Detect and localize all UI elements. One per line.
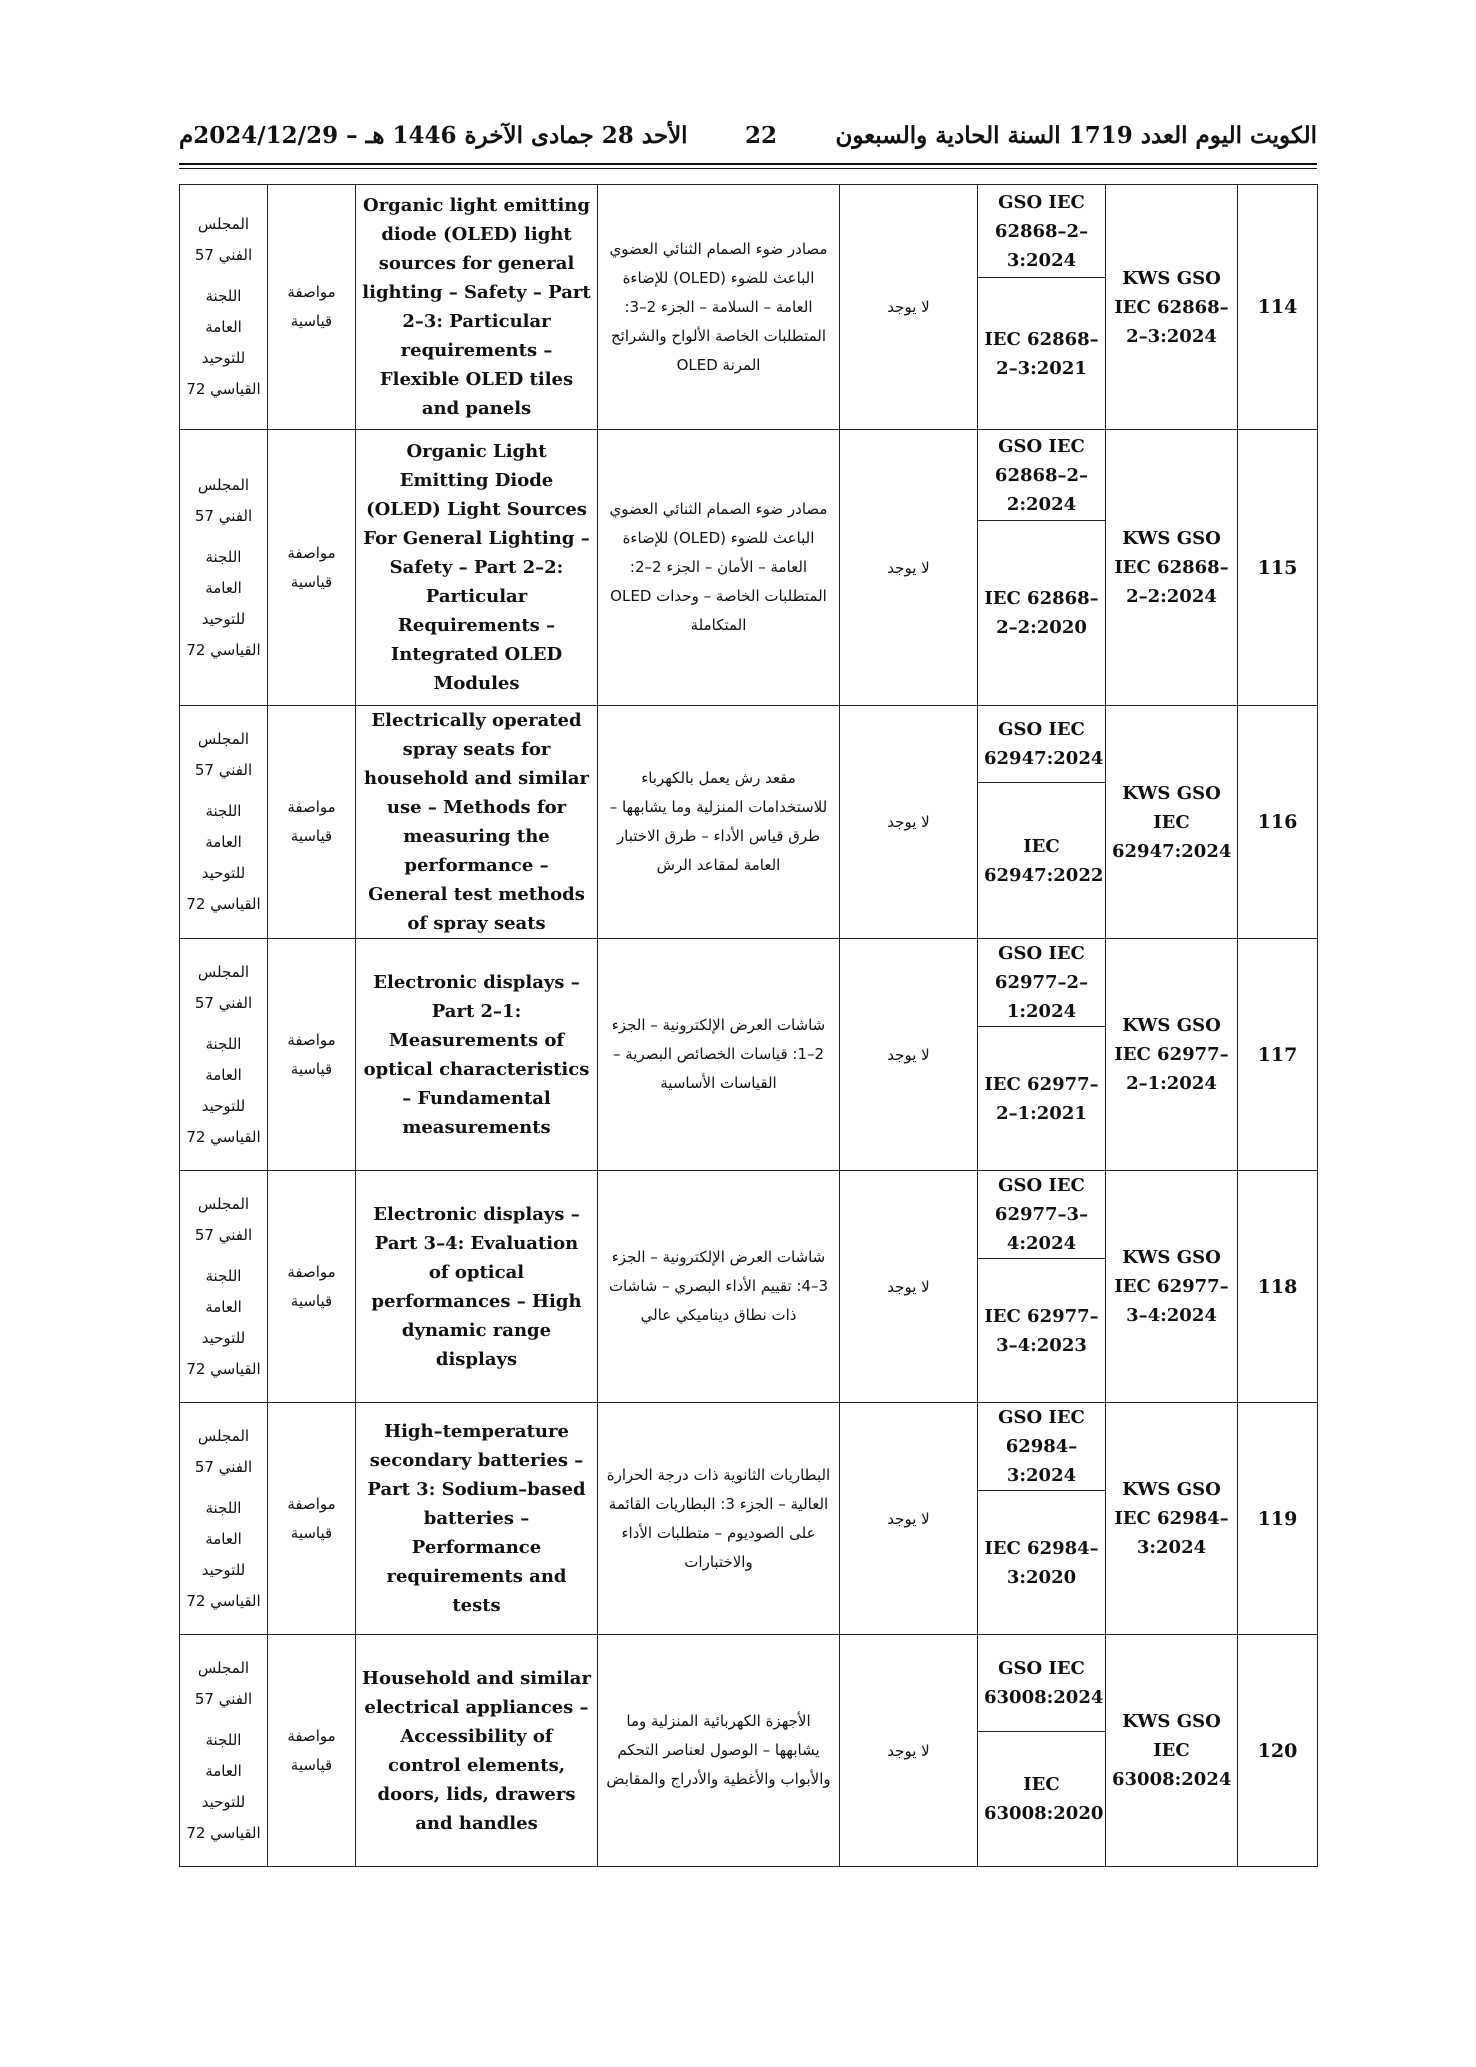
header-rule-thin <box>179 168 1317 169</box>
table-row <box>180 185 1318 278</box>
table-row <box>180 1171 1318 1259</box>
title-english: Organic Light Emitting Diode (OLED) Light Sources For General Lighting – Safety – Part 2–2: Particular Requirements – Integrated OLED Modules <box>356 430 598 706</box>
title-arabic: البطاريات الثانوية ذات درجة الحرارة العالية – الجزء 3: البطاريات القائمة على الصوديوم – متطلبات الأداء والاختبارات <box>598 1403 840 1635</box>
reference-iec: IEC 62868–2–2:2020 <box>978 521 1106 706</box>
title-arabic: شاشات العرض الإلكترونية – الجزء 2–1: قياسات الخصائص البصرية – القياسات الأساسية <box>598 939 840 1171</box>
kws-standard-number: KWS GSO IEC 62868–2–3:2024 <box>1106 185 1238 430</box>
reference-iec: IEC 62947:2022 <box>978 783 1106 939</box>
general-committee: اللجنة العامة للتوحيد القياسي 72 <box>186 802 261 913</box>
general-committee: اللجنة العامة للتوحيد القياسي 72 <box>186 1730 261 1842</box>
standard-type: مواصفة قياسية <box>268 1403 356 1635</box>
row-number: 114 <box>1238 185 1318 430</box>
title-english: High–temperature secondary batteries – Part 3: Sodium–based batteries – Performance requirements and tests <box>356 1403 598 1635</box>
title-english: Organic light emitting diode (OLED) light sources for general lighting – Safety – Part 2–3: Particular requirements – Flexible OLED tiles and panels <box>356 185 598 430</box>
kws-standard-number: KWS GSO IEC 63008:2024 <box>1106 1635 1238 1867</box>
row-number: 119 <box>1238 1403 1318 1635</box>
header-date: الأحد 28 جمادى الآخرة 1446 هـ – 2024/12/29م <box>179 122 688 149</box>
standards-table <box>179 184 1318 1867</box>
reference-gso: GSO IEC 62868–2–3:2024 <box>978 185 1106 278</box>
reference-gso: GSO IEC 62977–3–4:2024 <box>978 1171 1106 1259</box>
council-cell <box>180 1635 268 1867</box>
technical-council: المجلس الفني 57 <box>194 1194 253 1244</box>
table-row <box>180 430 1318 521</box>
table-row <box>180 706 1318 783</box>
title-arabic: الأجهزة الكهربائية المنزلية وما يشابهها – الوصول لعناصر التحكم والأبواب والأغطية والأدراج والمقابض <box>598 1635 840 1867</box>
kws-standard-number: KWS GSO IEC 62984–3:2024 <box>1106 1403 1238 1635</box>
technical-council: المجلس الفني 57 <box>194 1426 253 1476</box>
replaced-standard: لا يوجد <box>840 939 978 1171</box>
title-english: Electrically operated spray seats for household and similar use – Methods for measuring the performance – General test methods of spray seats <box>356 706 598 939</box>
replaced-standard: لا يوجد <box>840 706 978 939</box>
reference-gso: GSO IEC 62947:2024 <box>978 706 1106 783</box>
standard-type: مواصفة قياسية <box>268 1635 356 1867</box>
reference-gso: GSO IEC 62984–3:2024 <box>978 1403 1106 1491</box>
row-number: 115 <box>1238 430 1318 706</box>
row-number: 118 <box>1238 1171 1318 1403</box>
council-cell <box>180 430 268 706</box>
council-cell <box>180 1171 268 1403</box>
general-committee: اللجنة العامة للتوحيد القياسي 72 <box>186 287 261 398</box>
reference-gso: GSO IEC 63008:2024 <box>978 1635 1106 1732</box>
page-header <box>179 122 1317 156</box>
row-number: 117 <box>1238 939 1318 1171</box>
kws-standard-number: KWS GSO IEC 62868–2–2:2024 <box>1106 430 1238 706</box>
row-number: 116 <box>1238 706 1318 939</box>
reference-iec: IEC 62868–2–3:2021 <box>978 278 1106 430</box>
header-issue: الكويت اليوم العدد 1719 السنة الحادية والسبعون <box>835 122 1317 149</box>
reference-iec: IEC 62984–3:2020 <box>978 1491 1106 1635</box>
title-arabic: مقعد رش يعمل بالكهرباء للاستخدامات المنزلية وما يشابهها – طرق قياس الأداء – طرق الاختبار العامة لمقاعد الرش <box>598 706 840 939</box>
reference-gso: GSO IEC 62977–2–1:2024 <box>978 939 1106 1027</box>
reference-gso: GSO IEC 62868–2–2:2024 <box>978 430 1106 521</box>
technical-council: المجلس الفني 57 <box>194 215 253 264</box>
standard-type: مواصفة قياسية <box>268 1171 356 1403</box>
table-row <box>180 939 1318 1027</box>
reference-iec: IEC 62977–3–4:2023 <box>978 1259 1106 1403</box>
standard-type: مواصفة قياسية <box>268 706 356 939</box>
header-rule <box>179 163 1317 165</box>
title-english: Electronic displays – Part 2–1: Measurements of optical characteristics – Fundamental measurements <box>356 939 598 1171</box>
page-number: 22 <box>744 122 777 149</box>
technical-council: المجلس الفني 57 <box>194 1658 253 1708</box>
technical-council: المجلس الفني 57 <box>194 962 253 1012</box>
council-cell <box>180 706 268 939</box>
technical-council: المجلس الفني 57 <box>194 730 253 779</box>
title-arabic: مصادر ضوء الصمام الثنائي العضوي الباعث للضوء (OLED) للإضاءة العامة – السلامة – الجزء 2–3: المتطلبات الخاصة الألواح والشرائح المرنة OLED <box>598 185 840 430</box>
replaced-standard: لا يوجد <box>840 1403 978 1635</box>
council-cell <box>180 939 268 1171</box>
table-row <box>180 1403 1318 1491</box>
replaced-standard: لا يوجد <box>840 1171 978 1403</box>
replaced-standard: لا يوجد <box>840 185 978 430</box>
technical-council: المجلس الفني 57 <box>194 475 253 525</box>
kws-standard-number: KWS GSO IEC 62977–2–1:2024 <box>1106 939 1238 1171</box>
general-committee: اللجنة العامة للتوحيد القياسي 72 <box>186 1266 261 1378</box>
kws-standard-number: KWS GSO IEC 62947:2024 <box>1106 706 1238 939</box>
standard-type: مواصفة قياسية <box>268 430 356 706</box>
table-row <box>180 1635 1318 1732</box>
general-committee: اللجنة العامة للتوحيد القياسي 72 <box>186 1034 261 1146</box>
reference-iec: IEC 62977–2–1:2021 <box>978 1027 1106 1171</box>
standard-type: مواصفة قياسية <box>268 185 356 430</box>
replaced-standard: لا يوجد <box>840 1635 978 1867</box>
council-cell <box>180 185 268 430</box>
row-number: 120 <box>1238 1635 1318 1867</box>
reference-iec: IEC 63008:2020 <box>978 1732 1106 1867</box>
council-cell <box>180 1403 268 1635</box>
title-english: Electronic displays – Part 3–4: Evaluation of optical performances – High dynamic range displays <box>356 1171 598 1403</box>
general-committee: اللجنة العامة للتوحيد القياسي 72 <box>186 547 261 659</box>
general-committee: اللجنة العامة للتوحيد القياسي 72 <box>186 1498 261 1610</box>
title-english: Household and similar electrical appliances – Accessibility of control elements, doors, lids, drawers and handles <box>356 1635 598 1867</box>
title-arabic: مصادر ضوء الصمام الثنائي العضوي الباعث للضوء (OLED) للإضاءة العامة – الأمان – الجزء 2–2: المتطلبات الخاصة – وحدات OLED المتكاملة <box>598 430 840 706</box>
standard-type: مواصفة قياسية <box>268 939 356 1171</box>
replaced-standard: لا يوجد <box>840 430 978 706</box>
title-arabic: شاشات العرض الإلكترونية – الجزء 3–4: تقييم الأداء البصري – شاشات ذات نطاق ديناميكي عالي <box>598 1171 840 1403</box>
kws-standard-number: KWS GSO IEC 62977–3–4:2024 <box>1106 1171 1238 1403</box>
